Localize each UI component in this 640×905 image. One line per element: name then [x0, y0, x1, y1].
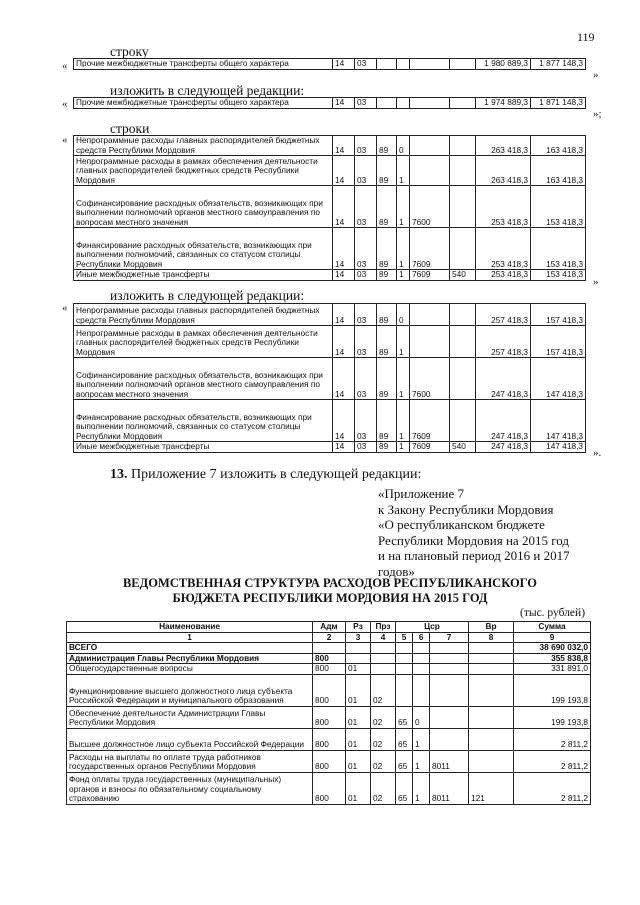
cell: 03 [355, 270, 377, 281]
cell: 89 [377, 400, 397, 442]
cell: 147 418,3 [531, 442, 586, 453]
cell-csr-b [413, 643, 430, 654]
cell-empty [450, 98, 476, 109]
row-name: Непрограммные расходы главных распорядителей бюджетных средств Республики Мордовия [74, 136, 333, 156]
cell-csr-c [430, 674, 469, 706]
cell: 03 [355, 358, 377, 400]
cell-rz: 01 [346, 664, 371, 675]
cell: 03 [355, 136, 377, 156]
annex-line-3: «О республиканском бюджете [378, 517, 545, 532]
cell: 7600 [410, 358, 450, 400]
cell: 03 [355, 442, 377, 453]
cell-prz [371, 664, 396, 675]
cell-adm: 800 [313, 674, 346, 706]
header-sum: Сумма [514, 622, 591, 633]
table-old-nonprogram [73, 135, 586, 281]
cell: 247 418,3 [476, 400, 531, 442]
index-cell: 2 [313, 632, 346, 643]
index-cell: 4 [371, 632, 396, 643]
cell-rz: 14 [333, 98, 355, 109]
cell-csr-a [396, 643, 413, 654]
cell: 257 418,3 [476, 326, 531, 358]
cell-prz: 02 [371, 772, 396, 804]
header-name: Наименование [67, 622, 313, 633]
cell-csr-a [396, 674, 413, 706]
table-row [67, 750, 591, 772]
row-name: ВСЕГО [67, 643, 313, 654]
index-cell: 5 [396, 632, 413, 643]
row-name: Финансирование расходных обязательств, возникающих при выполнении полномочий, связанных со статусом столицы Республики Мордовия [74, 228, 333, 270]
index-cell: 9 [514, 632, 591, 643]
cell-sum: 2 811,2 [514, 772, 591, 804]
cell-empty [450, 59, 476, 70]
cell: 153 418,3 [531, 186, 586, 228]
cell-rz: 01 [346, 706, 371, 728]
cell: 147 418,3 [531, 358, 586, 400]
quote-close-period: ». [593, 447, 602, 459]
cell-csr-b: 1 [413, 750, 430, 772]
cell-adm: 800 [313, 772, 346, 804]
header-rz: Рз [346, 622, 371, 633]
cell-vr [469, 674, 514, 706]
row-name: Обеспечение деятельности Администрации Главы Республики Мордовия [67, 706, 313, 728]
cell-adm: 800 [313, 664, 346, 675]
cell-csr-c [430, 706, 469, 728]
annex-block [378, 486, 570, 579]
page-number: 119 [577, 30, 595, 44]
cell: 03 [355, 156, 377, 186]
cell: 247 418,3 [476, 442, 531, 453]
quote-open: « [62, 302, 68, 314]
cell: 1 [397, 228, 410, 270]
main-table [66, 621, 591, 805]
quote-open: « [62, 60, 68, 72]
cell-vr: 121 [469, 772, 514, 804]
header-csr: Цср [396, 622, 469, 633]
cell [450, 136, 476, 156]
annex-line-1: «Приложение 7 [378, 486, 465, 501]
cell [450, 186, 476, 228]
cell: 157 418,3 [531, 326, 586, 358]
row-name: Непрограммные расходы в рамках обеспечения деятельности главных распорядителей бюджетных средств Республики Мордовия [74, 156, 333, 186]
cell: 263 418,3 [476, 156, 531, 186]
row-name: Финансирование расходных обязательств, возникающих при выполнении полномочий, связанных со статусом столицы Республики Мордовия [74, 400, 333, 442]
table-row [67, 653, 591, 664]
row-name: Софинансирование расходных обязательств, возникающих при выполнении полномочий органов местного самоуправления по вопросам местного значения [74, 358, 333, 400]
cell: 7609 [410, 400, 450, 442]
row-name: Иные межбюджетные трансферты [74, 270, 333, 281]
cell-csr-b [413, 674, 430, 706]
cell [450, 228, 476, 270]
cell: 263 418,3 [476, 136, 531, 156]
cell-csr-b [413, 653, 430, 664]
cell-rz: 01 [346, 772, 371, 804]
section-number: 13. [110, 467, 128, 482]
cell-rz: 14 [333, 59, 355, 70]
cell: 1 [397, 270, 410, 281]
cell: 03 [355, 304, 377, 326]
cell-prz: 02 [371, 750, 396, 772]
cell-prz: 02 [371, 728, 396, 750]
row-name: Фонд оплаты труда государственных (муниципальных) органов и взносы по обязательному социальному страхованию [67, 772, 313, 804]
row-name: Софинансирование расходных обязательств, возникающих при выполнении полномочий органов местного самоуправления по вопросам местного значения [74, 186, 333, 228]
cell-vr [469, 728, 514, 750]
cell-rz: 01 [346, 750, 371, 772]
cell-sum-2016: 1 974 889,3 [476, 98, 531, 109]
cell: 14 [333, 156, 355, 186]
units-label: (тыс. рублей) [520, 607, 586, 619]
annex-line-4: Республики Мордовия на 2015 год [378, 532, 569, 548]
cell-prz: 02 [371, 674, 396, 706]
cell-sum: 331 891,0 [514, 664, 591, 675]
cell-csr-c: 8011 [430, 772, 469, 804]
title-line-1: ВЕДОМСТВЕННАЯ СТРУКТУРА РАСХОДОВ РЕСПУБЛИКАНСКОГО [122, 576, 538, 590]
cell-empty [410, 98, 450, 109]
table-row [67, 664, 591, 675]
section-text: Приложение 7 изложить в следующей редакции: [131, 467, 422, 482]
annex-line-5: и на плановый период 2016 и 2017 [378, 548, 570, 563]
cell-vr [469, 664, 514, 675]
cell: 157 418,3 [531, 304, 586, 326]
cell: 0 [397, 136, 410, 156]
cell: 257 418,3 [476, 304, 531, 326]
cell: 03 [355, 228, 377, 270]
table-new-other-transfers [73, 97, 586, 109]
index-cell: 3 [346, 632, 371, 643]
row-name: Общегосударственные вопросы [67, 664, 313, 675]
cell-vr [469, 653, 514, 664]
cell: 14 [333, 186, 355, 228]
cell: 253 418,3 [476, 270, 531, 281]
table-row [67, 706, 591, 728]
cell-empty [397, 98, 410, 109]
cell: 03 [355, 326, 377, 358]
cell-empty [377, 98, 397, 109]
label-izlozhit-2: изложить в следующей редакции: [110, 288, 305, 303]
cell-rz: 01 [346, 674, 371, 706]
cell-adm: 800 [313, 653, 346, 664]
table-row [67, 643, 591, 654]
cell: 1 [397, 326, 410, 358]
cell: 540 [450, 270, 476, 281]
cell: 14 [333, 228, 355, 270]
cell-csr-a [396, 664, 413, 675]
cell [450, 358, 476, 400]
row-name: Непрограммные расходы в рамках обеспечения деятельности главных распорядителей бюджетных средств Республики Мордовия [74, 326, 333, 358]
cell-sum-2016: 1 980 889,3 [476, 59, 531, 70]
label-stroki: строки [110, 121, 150, 136]
cell-csr-b: 1 [413, 772, 430, 804]
row-name: Иные межбюджетные трансферты [74, 442, 333, 453]
cell-csr-c [430, 643, 469, 654]
cell-empty [410, 59, 450, 70]
cell-csr-b: 1 [413, 728, 430, 750]
cell-adm: 800 [313, 750, 346, 772]
cell: 14 [333, 442, 355, 453]
row-name: Прочие межбюджетные трансферты общего характера [74, 59, 333, 70]
cell-adm [313, 643, 346, 654]
cell-csr-a: 65 [396, 728, 413, 750]
document-title [50, 576, 610, 606]
table-old-other-transfers [73, 58, 586, 70]
cell-prz [371, 653, 396, 664]
cell: 89 [377, 136, 397, 156]
quote-close-semi: »; [593, 108, 602, 120]
cell: 14 [333, 326, 355, 358]
row-name: Прочие межбюджетные трансферты общего характера [74, 98, 333, 109]
cell-adm: 800 [313, 706, 346, 728]
cell [410, 304, 450, 326]
index-cell: 6 [413, 632, 430, 643]
cell-prz: 02 [371, 706, 396, 728]
cell-empty [377, 59, 397, 70]
cell-csr-c [430, 653, 469, 664]
row-name: Высшее должностное лицо субъекта Российской Федерации [67, 728, 313, 750]
cell: 89 [377, 442, 397, 453]
cell-vr [469, 750, 514, 772]
cell: 14 [333, 358, 355, 400]
cell: 7609 [410, 442, 450, 453]
cell: 1 [397, 186, 410, 228]
cell-sum: 355 838,8 [514, 653, 591, 664]
cell: 1 [397, 442, 410, 453]
index-cell: 7 [430, 632, 469, 643]
index-cell: 8 [469, 632, 514, 643]
cell: 153 418,3 [531, 228, 586, 270]
cell: 14 [333, 304, 355, 326]
cell: 03 [355, 186, 377, 228]
row-name: Расходы на выплаты по оплате труда работников государственных органов Республики Мордовия [67, 750, 313, 772]
annex-line-2: к Закону Республики Мордовия [378, 501, 554, 517]
cell: 163 418,3 [531, 136, 586, 156]
cell-prz: 03 [355, 59, 377, 70]
row-name: Непрограммные расходы главных распорядителей бюджетных средств Республики Мордовия [74, 304, 333, 326]
cell: 89 [377, 228, 397, 270]
cell: 247 418,3 [476, 358, 531, 400]
cell: 0 [397, 304, 410, 326]
cell: 14 [333, 136, 355, 156]
cell: 163 418,3 [531, 156, 586, 186]
cell-csr-a [396, 653, 413, 664]
cell-sum: 199 193,8 [514, 706, 591, 728]
cell-sum: 2 811,2 [514, 728, 591, 750]
cell: 7609 [410, 228, 450, 270]
header-prz: Прз [371, 622, 396, 633]
cell-sum-2017: 1 877 148,3 [531, 59, 586, 70]
cell-csr-c [430, 664, 469, 675]
cell-prz [371, 643, 396, 654]
cell-sum: 199 193,8 [514, 674, 591, 706]
cell: 14 [333, 400, 355, 442]
cell-rz [346, 653, 371, 664]
cell [410, 326, 450, 358]
cell [450, 326, 476, 358]
quote-close: » [593, 69, 599, 81]
cell-csr-b [413, 664, 430, 675]
cell-rz: 01 [346, 728, 371, 750]
cell [450, 400, 476, 442]
cell-vr [469, 643, 514, 654]
cell-csr-c [430, 728, 469, 750]
cell: 147 418,3 [531, 400, 586, 442]
annex-line-6: годов» [378, 563, 415, 579]
cell-csr-c: 8011 [430, 750, 469, 772]
label-izlozhit: изложить в следующей редакции: [110, 83, 305, 98]
table-new-nonprogram [73, 303, 586, 453]
quote-close: » [593, 276, 599, 288]
table-row [67, 772, 591, 804]
quote-open: « [62, 134, 68, 146]
quote-open: « [62, 98, 68, 110]
cell: 1 [397, 156, 410, 186]
cell-prz: 03 [355, 98, 377, 109]
cell [410, 156, 450, 186]
index-cell: 1 [67, 632, 313, 643]
cell: 89 [377, 270, 397, 281]
cell: 14 [333, 270, 355, 281]
cell-csr-a: 65 [396, 772, 413, 804]
cell: 253 418,3 [476, 228, 531, 270]
cell: 89 [377, 156, 397, 186]
cell-csr-b: 0 [413, 706, 430, 728]
cell-sum: 38 690 032,0 [514, 643, 591, 654]
cell: 7609 [410, 270, 450, 281]
cell-vr [469, 706, 514, 728]
cell [410, 136, 450, 156]
header-vr: Вр [469, 622, 514, 633]
table-row [67, 674, 591, 706]
table-row [67, 728, 591, 750]
cell: 03 [355, 400, 377, 442]
cell: 153 418,3 [531, 270, 586, 281]
cell [450, 156, 476, 186]
cell: 89 [377, 304, 397, 326]
cell: 253 418,3 [476, 186, 531, 228]
cell: 7600 [410, 186, 450, 228]
cell-empty [397, 59, 410, 70]
cell: 89 [377, 186, 397, 228]
cell-sum: 2 811,2 [514, 750, 591, 772]
cell-rz [346, 643, 371, 654]
row-name: Администрация Главы Республики Мордовия [67, 653, 313, 664]
cell-adm: 800 [313, 728, 346, 750]
cell [450, 304, 476, 326]
cell: 1 [397, 358, 410, 400]
cell-csr-a: 65 [396, 750, 413, 772]
cell-sum-2017: 1 871 148,3 [531, 98, 586, 109]
cell: 540 [450, 442, 476, 453]
title-line-2: БЮДЖЕТА РЕСПУБЛИКИ МОРДОВИЯ НА 2015 ГОД [172, 591, 488, 605]
cell: 89 [377, 326, 397, 358]
cell: 89 [377, 358, 397, 400]
header-adm: Адм [313, 622, 346, 633]
row-name: Функционирование высшего должностного лица субъекта Российской Федерации и муниципального образования [67, 674, 313, 706]
cell: 1 [397, 400, 410, 442]
section-13 [110, 467, 421, 483]
label-stroku: строку [110, 44, 149, 59]
cell-csr-a: 65 [396, 706, 413, 728]
